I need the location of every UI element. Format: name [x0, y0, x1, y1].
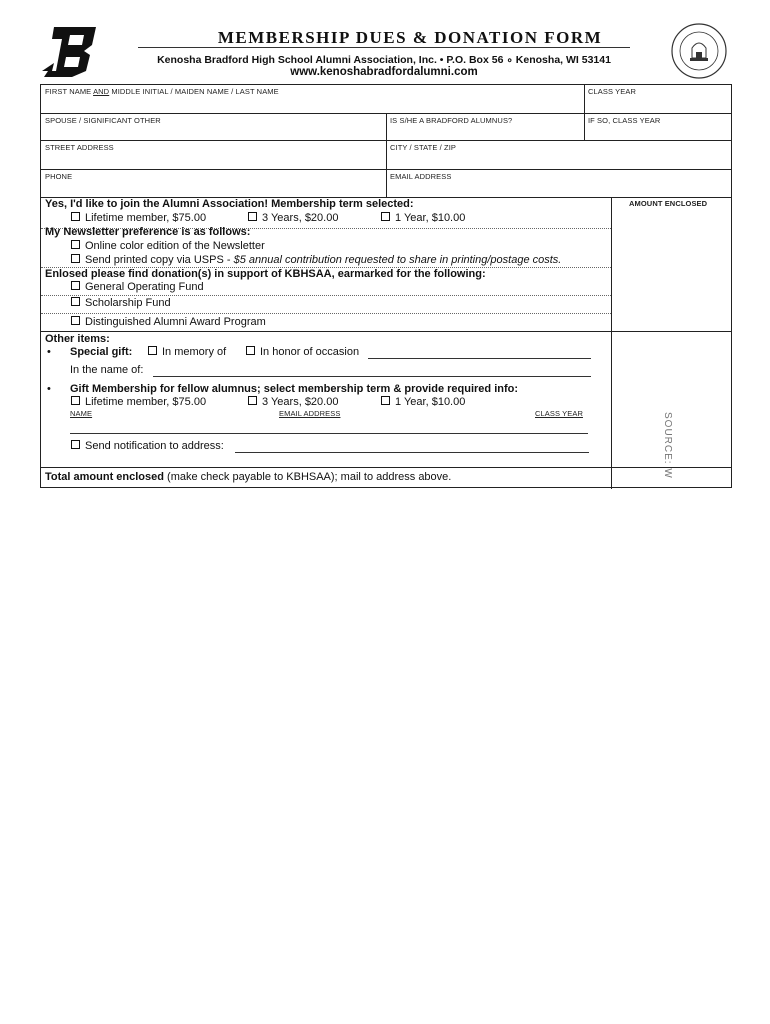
- bullet-icon: •: [47, 383, 51, 395]
- membership-option-1-year[interactable]: 1 Year, $10.00: [381, 212, 465, 224]
- checkbox-icon[interactable]: [71, 254, 80, 263]
- name-field-label: FIRST NAME AND MIDDLE INITIAL / MAIDEN NAME / LAST NAME: [45, 87, 279, 96]
- association-seal-icon: [670, 22, 728, 80]
- fund-general-operating[interactable]: General Operating Fund: [71, 281, 204, 293]
- checkbox-icon[interactable]: [148, 346, 157, 355]
- school-logo-icon: [42, 25, 100, 77]
- email-field-label: EMAIL ADDRESS: [390, 172, 452, 181]
- class-year-label: CLASS YEAR: [588, 87, 636, 96]
- checkbox-icon[interactable]: [71, 440, 80, 449]
- membership-option-lifetime[interactable]: Lifetime member, $75.00: [71, 212, 206, 224]
- gift-membership-heading: Gift Membership for fellow alumnus; select membership term & provide required info:: [70, 383, 519, 395]
- phone-field-label: PHONE: [45, 172, 73, 181]
- gift-option-lifetime[interactable]: Lifetime member, $75.00: [71, 396, 206, 408]
- gift-option-1-year[interactable]: 1 Year, $10.00: [381, 396, 465, 408]
- newsletter-option-online[interactable]: Online color edition of the Newsletter: [71, 240, 265, 252]
- occasion-input-line[interactable]: [368, 358, 591, 359]
- special-gift-label: Special gift:: [70, 346, 133, 358]
- checkbox-icon[interactable]: [246, 346, 255, 355]
- is-alumnus-label: IS S/HE A BRADFORD ALUMNUS?: [390, 116, 513, 125]
- gift-recipient-input-line[interactable]: [70, 433, 588, 434]
- newsletter-heading: My Newsletter preference is as follows:: [45, 226, 251, 238]
- checkbox-icon[interactable]: [248, 396, 257, 405]
- checkbox-icon[interactable]: [248, 212, 257, 221]
- membership-heading: Yes, I'd like to join the Alumni Association! Membership term selected:: [45, 198, 414, 210]
- in-name-of-input-line[interactable]: [153, 376, 591, 377]
- fund-distinguished-alumni[interactable]: Distinguished Alumni Award Program: [71, 316, 266, 328]
- membership-option-3-years[interactable]: 3 Years, $20.00: [248, 212, 338, 224]
- gift-class-year-column-label: CLASS YEAR: [535, 409, 583, 418]
- form-title: MEMBERSHIP DUES & DONATION FORM: [217, 28, 603, 47]
- total-amount-row: Total amount enclosed (make check payable to KBHSAA); mail to address above.: [45, 471, 452, 483]
- gift-email-column-label: EMAIL ADDRESS: [279, 409, 341, 418]
- form-grid: [40, 84, 732, 488]
- gift-in-memory-option[interactable]: In memory of: [148, 346, 226, 358]
- checkbox-icon[interactable]: [71, 240, 80, 249]
- source-side-text: SOURCE: W: [662, 412, 674, 479]
- newsletter-option-printed[interactable]: Send printed copy via USPS - $5 annual contribution requested to share in printing/postage costs.: [71, 254, 561, 266]
- checkbox-icon[interactable]: [381, 396, 390, 405]
- donation-heading: Enlosed please find donation(s) in support of KBHSAA, earmarked for the following:: [45, 268, 486, 280]
- notification-address-input-line[interactable]: [235, 452, 589, 453]
- checkbox-icon[interactable]: [71, 281, 80, 290]
- street-field-label: STREET ADDRESS: [45, 143, 114, 152]
- gift-option-3-years[interactable]: 3 Years, $20.00: [248, 396, 338, 408]
- checkbox-icon[interactable]: [71, 212, 80, 221]
- in-name-of-label: In the name of:: [70, 364, 144, 376]
- spouse-field-label: SPOUSE / SIGNIFICANT OTHER: [45, 116, 161, 125]
- other-items-heading: Other items:: [45, 333, 110, 345]
- checkbox-icon[interactable]: [71, 297, 80, 306]
- fund-scholarship[interactable]: Scholarship Fund: [71, 297, 171, 309]
- website-link[interactable]: www.kenoshabradfordalumni.com: [290, 66, 478, 78]
- gift-name-column-label: NAME: [70, 409, 93, 418]
- gift-in-honor-option[interactable]: In honor of occasion: [246, 346, 359, 358]
- title-divider: [138, 47, 630, 48]
- spouse-class-year-label: IF SO, CLASS YEAR: [588, 116, 661, 125]
- checkbox-icon[interactable]: [381, 212, 390, 221]
- bullet-icon: •: [47, 346, 51, 358]
- city-field-label: CITY / STATE / ZIP: [390, 143, 456, 152]
- org-address-line: Kenosha Bradford High School Alumni Association, Inc. • P.O. Box 56 ∘ Kenosha, WI 53141: [157, 54, 611, 66]
- checkbox-icon[interactable]: [71, 316, 80, 325]
- amount-enclosed-label: AMOUNT ENCLOSED: [629, 199, 708, 208]
- checkbox-icon[interactable]: [71, 396, 80, 405]
- send-notification-option[interactable]: Send notification to address:: [71, 440, 224, 452]
